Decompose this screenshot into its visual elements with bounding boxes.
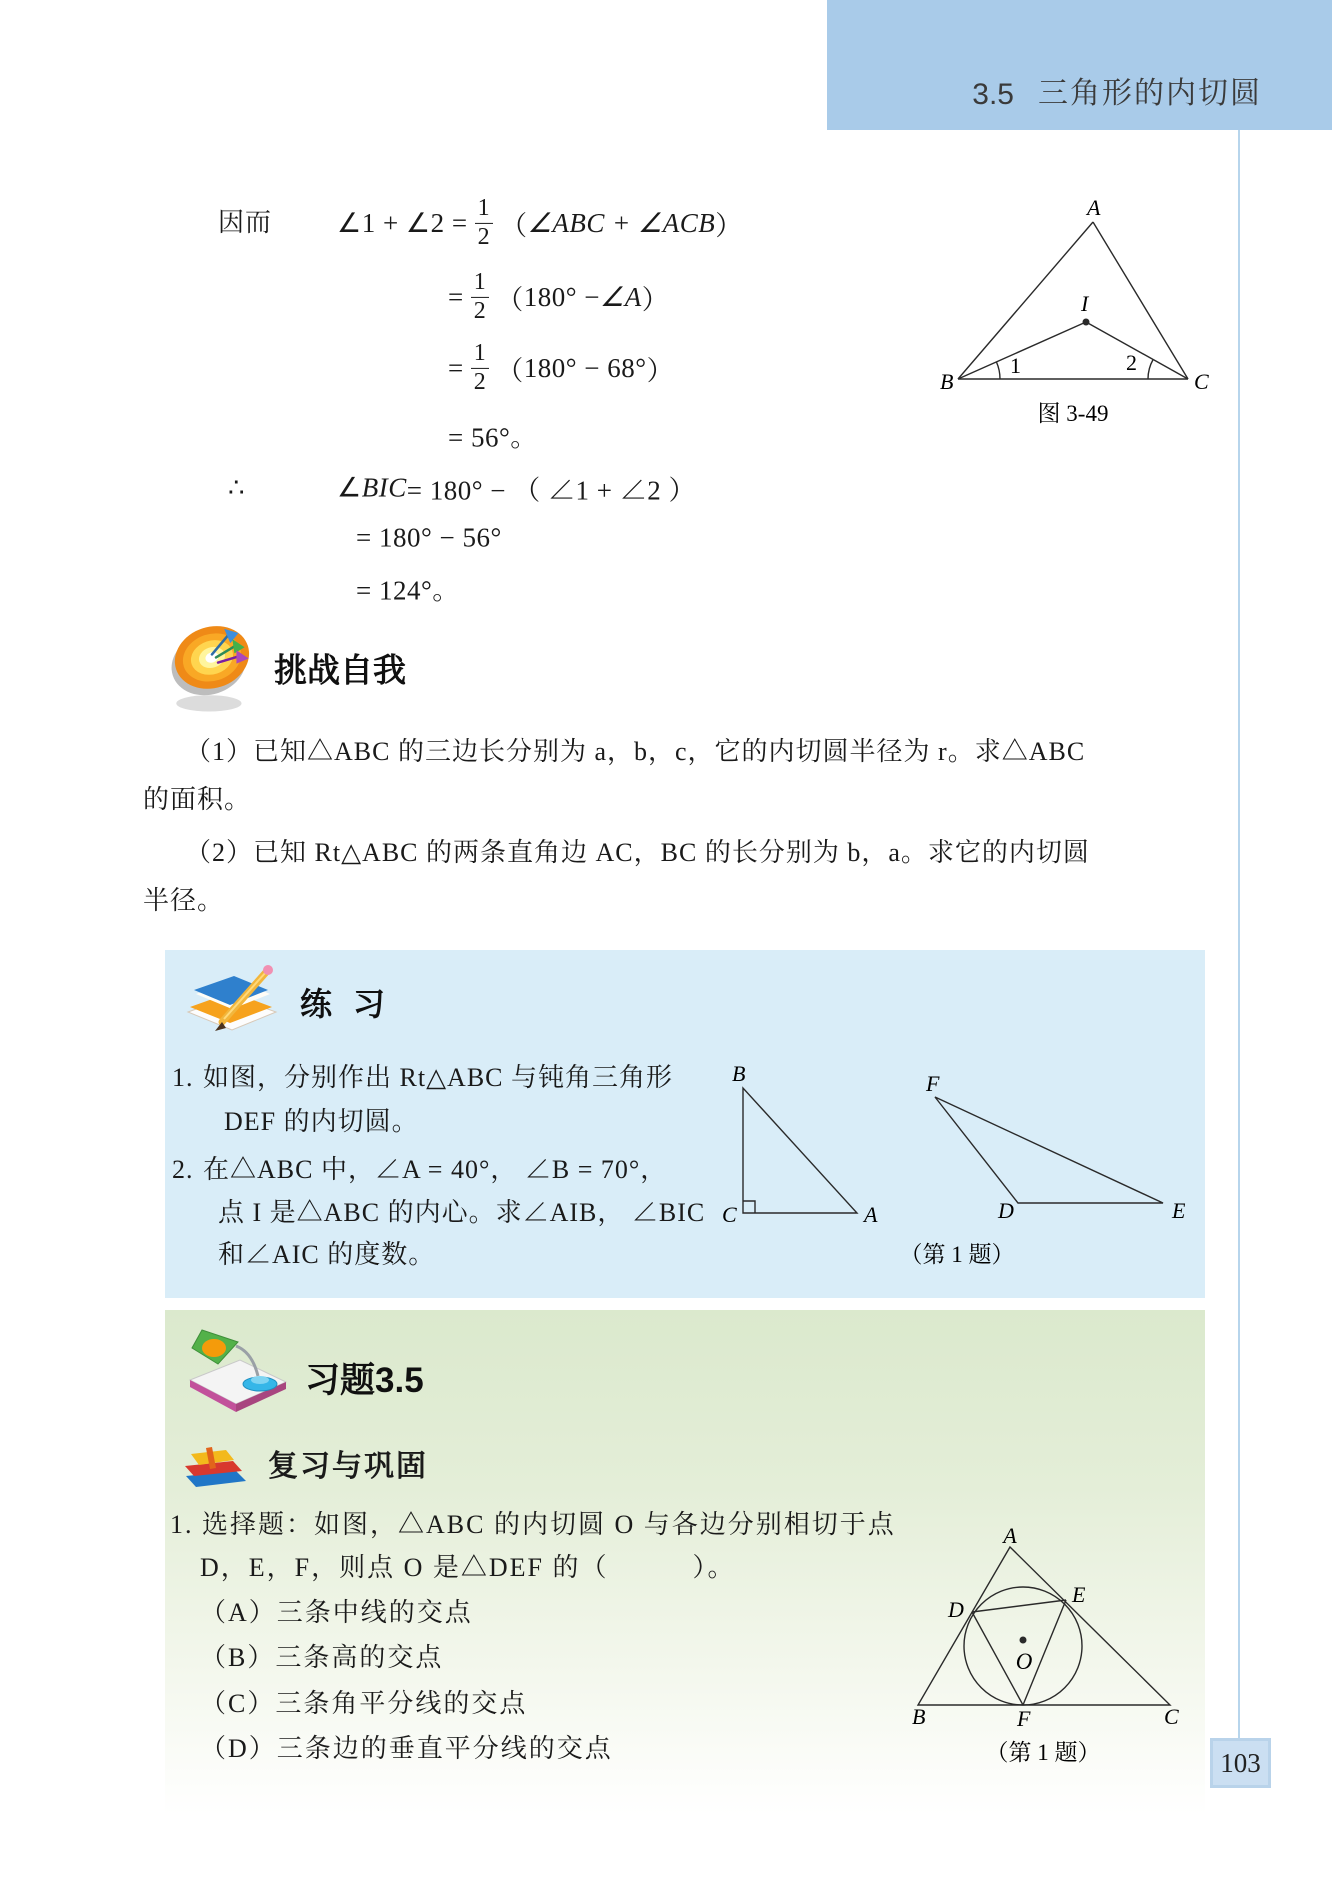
figure-caption: （第 1 题） [899,1242,1015,1267]
challenge-p1-line2: 的面积。 [143,785,252,814]
review-subheading: 复习与巩固 [268,1450,428,1483]
exercise-figure-incircle [900,1523,1200,1773]
books-stack-icon [178,1438,258,1492]
vertex-label-A: A [864,1202,878,1227]
vertex-label-B: B [912,1704,926,1729]
vertex-label-A: A [1087,195,1101,220]
equation-line-2: = $\frac{1}{2}$ （ 180° − ∠A ） [448,268,670,324]
vertex-label-C: C [722,1202,737,1227]
eq1-lhs: ∠1 + ∠2 = [337,207,468,238]
figure-caption: （第 1 题） [985,1740,1101,1765]
practice-item2-line3: 和∠AIC 的度数。 [218,1240,436,1269]
incenter-dot [1083,319,1090,326]
derivation-lead-yiner: 因而 [218,208,273,237]
practice-item2-line2: 点 I 是△ABC 的内心。求∠AIB， ∠BIC [218,1198,706,1227]
vertex-label-C: C [1164,1704,1179,1729]
exercise-option-c: （C）三条角平分线的交点 [200,1689,528,1718]
figure-caption: 图 3-49 [1037,401,1109,426]
exercise-q1-line1: 选择题：如图，△ABC 的内切圆 O 与各边分别相切于点 [202,1510,896,1539]
desk-lamp-book-icon [180,1324,298,1432]
exercise-q1-line2: D，E，F，则点 O 是△DEF 的（ ）。 [200,1553,736,1582]
fraction-one-half: $\frac{1}{2}$ [471,340,490,396]
center-label-O: O [1015,1649,1033,1674]
eq1-angles: ∠ABC + ∠ACB [527,207,716,238]
vertex-label-F: F [926,1071,940,1096]
therefore-symbol: ∴ [228,473,246,502]
practice-item2-number: 2. [172,1155,194,1184]
tangent-label-F: F [1017,1706,1031,1731]
challenge-p1-line1: （1）已知△ABC 的三边长分别为 a，b，c，它的内切圆半径为 r。求△ABC [185,737,1086,766]
fraction-one-half: $\frac{1}{2}$ [475,195,494,251]
vertex-label-B: B [940,369,954,394]
exercise-option-d: （D）三条边的垂直平分线的交点 [200,1734,613,1763]
equation-line-3: = $\frac{1}{2}$ （ 180° − 68° ） [448,339,675,395]
practice-item1-line1: 如图，分别作出 Rt△ABC 与钝角三角形 [203,1063,674,1092]
challenge-p2-line2: 半径。 [143,886,225,915]
section-number: 3.5 [972,78,1014,111]
tangent-label-D: D [948,1597,964,1622]
angle-1-label: 1 [1010,353,1021,378]
practice-item1-line2: DEF 的内切圆。 [224,1107,419,1136]
vertex-label-E: E [1172,1198,1186,1223]
vertex-label-B: B [732,1061,746,1086]
challenge-p2-line1: （2）已知 Rt△ABC 的两条直角边 AC，BC 的长分别为 b，a。求它的内切圆 [185,838,1090,867]
notebooks-pencil-icon [180,960,290,1040]
target-darts-icon [163,606,265,714]
tangent-label-E: E [1072,1582,1086,1607]
exercises-heading: 习题3.5 [305,1361,424,1400]
practice-heading: 练 习 [300,986,391,1022]
equation-line-5: ∠ BIC = 180° − （ ∠1 + ∠2 ） [337,472,696,506]
equation-line-4: = 56°。 [448,422,538,453]
circle-center-dot [1020,1637,1027,1644]
equation-line-7: = 124°。 [356,575,460,606]
equation-line-6: = 180° − 56° [356,522,502,553]
fraction-one-half: $\frac{1}{2}$ [471,269,490,325]
page-number: 103 [1220,1747,1261,1778]
challenge-heading: 挑战自我 [274,651,406,689]
incenter-label-I: I [1081,291,1089,316]
practice-item2-line1: 在△ABC 中，∠A = 40°， ∠B = 70°， [203,1155,668,1184]
figure-3-49 [940,165,1220,425]
vertex-label-A: A [1003,1523,1017,1548]
practice-item1-number: 1. [172,1063,194,1092]
practice-figure [720,1062,1190,1272]
right-margin-rule [1238,130,1240,1738]
section-header [827,0,1332,130]
vertex-label-D: D [998,1198,1014,1223]
exercise-option-a: （A）三条中线的交点 [200,1598,473,1627]
angle-2-label: 2 [1126,350,1137,375]
exercise-option-b: （B）三条高的交点 [200,1643,444,1672]
vertex-label-C: C [1194,369,1209,394]
section-title: 三角形的内切圆 [1038,77,1262,110]
exercise-q1-number: 1. [170,1510,194,1539]
page-number-box [1210,1738,1271,1788]
equation-line-1: ∠1 + ∠2 = $\frac{1}{2}$ （ ∠ABC + ∠ACB ） [337,194,743,250]
